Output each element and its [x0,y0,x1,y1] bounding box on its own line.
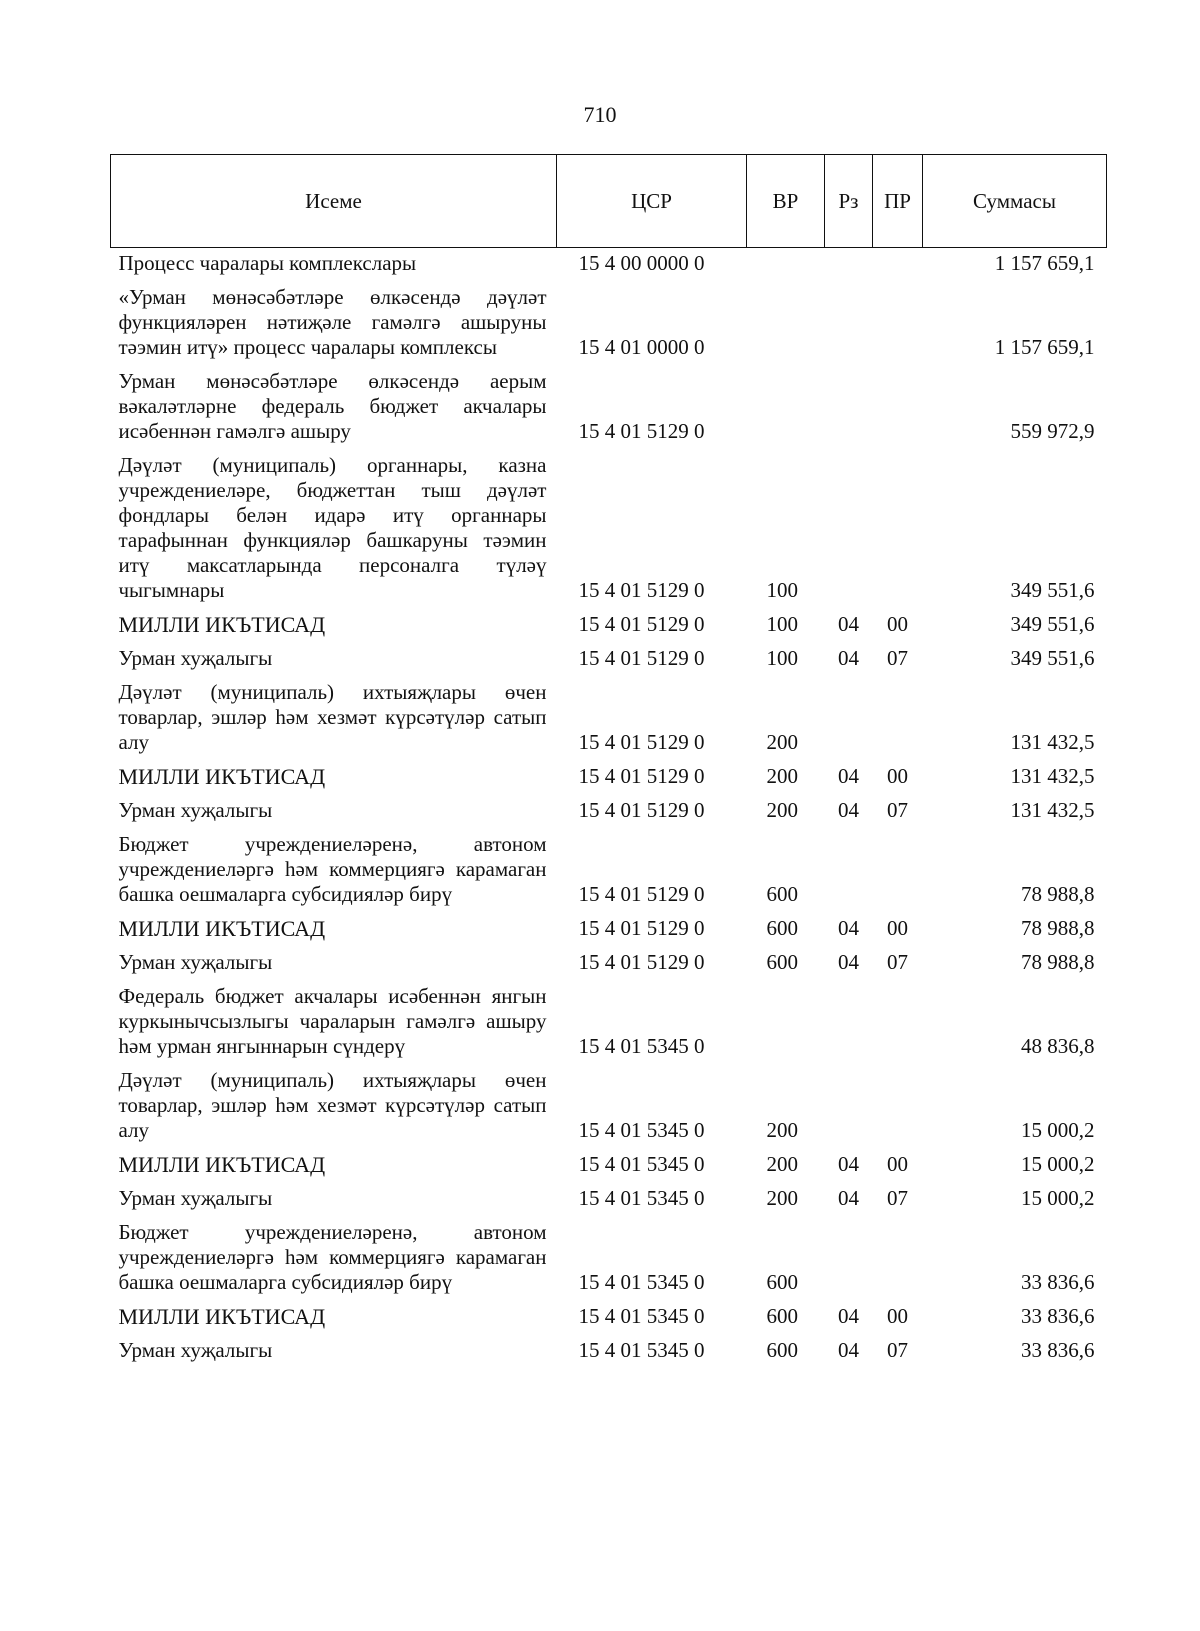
row-rz [825,675,873,759]
table-row [111,759,1107,793]
row-vr: 600 [766,882,798,906]
row-rz [825,448,873,607]
row-sum: 1 157 659,1 [994,335,1095,359]
row-name: МИЛЛИ ИКЪТИСАД [118,612,326,637]
row-pr: 07 [887,798,908,822]
row-rz [825,248,873,281]
row-name: Урман хуҗалыгы [118,646,273,670]
budget-table [110,154,1107,1367]
row-name: Дәүләт (муниципаль) ихтыяҗлары өчен товарлар, эшләр һәм хезмәт күрсәтүләр сатып алу [118,1068,547,1142]
row-vr: 200 [766,730,798,754]
row-rz [825,1215,873,1299]
row-name: Урман хуҗалыгы [118,1338,273,1362]
row-vr [747,280,825,364]
row-csr: 15 4 01 5129 0 [578,916,705,940]
row-csr: 15 4 01 5129 0 [578,646,705,670]
row-pr: 00 [887,612,908,636]
header-vr: ВР [747,155,825,248]
row-sum: 559 972,9 [1010,419,1095,443]
row-name: Дәүләт (муниципаль) ихтыяҗлары өчен товарлар, эшләр һәм хезмәт күрсәтүләр сатып алу [118,680,547,754]
row-sum: 1 157 659,1 [994,251,1095,275]
row-csr: 15 4 01 5345 0 [578,1270,705,1294]
row-rz: 04 [838,916,859,940]
row-pr: 00 [887,1152,908,1176]
row-csr: 15 4 01 5129 0 [578,764,705,788]
row-name: МИЛЛИ ИКЪТИСАД [118,764,326,789]
row-rz: 04 [838,612,859,636]
table-row [111,945,1107,979]
table-row [111,979,1107,1063]
row-rz: 04 [838,1186,859,1210]
row-vr [747,979,825,1063]
row-sum: 349 551,6 [1010,612,1095,636]
table-row [111,1147,1107,1181]
row-vr: 100 [766,578,798,602]
row-vr: 200 [766,764,798,788]
row-pr: 00 [887,1304,908,1328]
row-csr: 15 4 01 5129 0 [578,730,705,754]
row-sum: 131 432,5 [1010,764,1095,788]
row-pr: 07 [887,1338,908,1362]
row-pr [873,448,923,607]
row-sum: 15 000,2 [1021,1152,1095,1176]
row-sum: 78 988,8 [1021,916,1095,940]
row-vr: 200 [766,798,798,822]
row-name: Федераль бюджет акчалары исәбеннән янгын куркынычсызлыгы чараларын гамәлгә ашыру һәм урман янгыннарын сүндерү [118,984,547,1058]
row-rz [825,979,873,1063]
row-pr [873,675,923,759]
row-pr: 07 [887,646,908,670]
row-name: Процесс чаралары комплекслары [118,251,417,275]
row-vr: 200 [766,1118,798,1142]
row-csr: 15 4 01 5129 0 [578,578,705,602]
row-name: МИЛЛИ ИКЪТИСАД [118,1152,326,1177]
table-row [111,1215,1107,1299]
row-pr [873,280,923,364]
row-csr: 15 4 01 5129 0 [578,798,705,822]
row-vr: 600 [766,1304,798,1328]
row-sum: 78 988,8 [1021,882,1095,906]
table-row [111,827,1107,911]
row-vr: 600 [766,1270,798,1294]
table-row [111,1063,1107,1147]
row-name: Бюджет учреждениеләренә, автоном учреждениеләргә һәм коммерциягә карамаган башка оешмаларга субсидияләр бирү [118,832,547,906]
row-csr: 15 4 01 5345 0 [578,1152,705,1176]
row-csr: 15 4 01 5345 0 [578,1338,705,1362]
row-pr [873,979,923,1063]
row-csr: 15 4 01 0000 0 [578,335,705,359]
table-row [111,607,1107,641]
table-row [111,248,1107,281]
row-pr [873,364,923,448]
row-sum: 78 988,8 [1021,950,1095,974]
row-csr: 15 4 01 5345 0 [578,1034,705,1058]
row-csr: 15 4 01 5345 0 [578,1186,705,1210]
row-pr: 07 [887,950,908,974]
row-rz: 04 [838,1338,859,1362]
table-row [111,793,1107,827]
row-sum: 33 836,6 [1021,1304,1095,1328]
row-vr [747,248,825,281]
row-name: МИЛЛИ ИКЪТИСАД [118,1304,326,1329]
row-vr: 600 [766,1338,798,1362]
row-name: Урман хуҗалыгы [118,798,273,822]
row-rz [825,364,873,448]
table-row [111,641,1107,675]
row-name: Урман мөнәсәбәтләре өлкәсендә аерым вәкаләтләрне федераль бюджет акчалары исәбеннән гамәлгә ашыру [118,369,547,443]
table-row [111,1333,1107,1367]
row-pr: 07 [887,1186,908,1210]
row-rz: 04 [838,1152,859,1176]
row-sum: 349 551,6 [1010,578,1095,602]
table-row [111,675,1107,759]
table-row [111,448,1107,607]
table-row [111,280,1107,364]
row-vr: 100 [766,612,798,636]
header-csr: ЦСР [557,155,747,248]
row-rz: 04 [838,798,859,822]
row-rz [825,827,873,911]
row-vr: 100 [766,646,798,670]
row-csr: 15 4 01 5129 0 [578,419,705,443]
row-name: Урман хуҗалыгы [118,1186,273,1210]
table-row [111,911,1107,945]
row-sum: 15 000,2 [1021,1186,1095,1210]
row-rz [825,280,873,364]
page-number: 710 [583,102,617,127]
header-pr: ПР [873,155,923,248]
row-rz: 04 [838,1304,859,1328]
row-rz [825,1063,873,1147]
header-name: Исеме [111,155,557,248]
row-vr [747,364,825,448]
table-row [111,1181,1107,1215]
row-vr: 200 [766,1186,798,1210]
row-vr: 600 [766,950,798,974]
row-csr: 15 4 01 5345 0 [578,1118,705,1142]
row-sum: 33 836,6 [1021,1270,1095,1294]
row-pr [873,827,923,911]
row-csr: 15 4 00 0000 0 [578,251,705,275]
row-csr: 15 4 01 5129 0 [578,612,705,636]
row-name: «Урман мөнәсәбәтләре өлкәсендә дәүләт функцияләрен нәтиҗәле гамәлгә ашыруны тәэмин итү» процесс чаралары комплексы [118,285,547,359]
row-rz: 04 [838,646,859,670]
row-pr [873,248,923,281]
row-sum: 349 551,6 [1010,646,1095,670]
row-sum: 131 432,5 [1010,798,1095,822]
row-pr: 00 [887,916,908,940]
row-sum: 48 836,8 [1021,1034,1095,1058]
row-pr [873,1063,923,1147]
table-row [111,1299,1107,1333]
row-sum: 33 836,6 [1021,1338,1095,1362]
row-csr: 15 4 01 5129 0 [578,950,705,974]
row-name: Дәүләт (муниципаль) органнары, казна учреждениеләре, бюджеттан тыш дәүләт фондлары белән идарә итү органнары тарафыннан функцияләр башкаруны тәэмин итү максатларында персоналга түләү чыгымнары [118,453,547,602]
row-pr [873,1215,923,1299]
row-vr: 200 [766,1152,798,1176]
row-pr: 00 [887,764,908,788]
header-sum: Суммасы [923,155,1107,248]
row-rz: 04 [838,764,859,788]
row-name: Бюджет учреждениеләренә, автоном учреждениеләргә һәм коммерциягә карамаган башка оешмаларга субсидияләр бирү [118,1220,547,1294]
row-name: Урман хуҗалыгы [118,950,273,974]
table-row [111,364,1107,448]
table-header-row [111,155,1107,248]
row-csr: 15 4 01 5345 0 [578,1304,705,1328]
header-rz: Рз [825,155,873,248]
row-csr: 15 4 01 5129 0 [578,882,705,906]
row-name: МИЛЛИ ИКЪТИСАД [118,916,326,941]
row-rz: 04 [838,950,859,974]
row-sum: 131 432,5 [1010,730,1095,754]
row-vr: 600 [766,916,798,940]
row-sum: 15 000,2 [1021,1118,1095,1142]
